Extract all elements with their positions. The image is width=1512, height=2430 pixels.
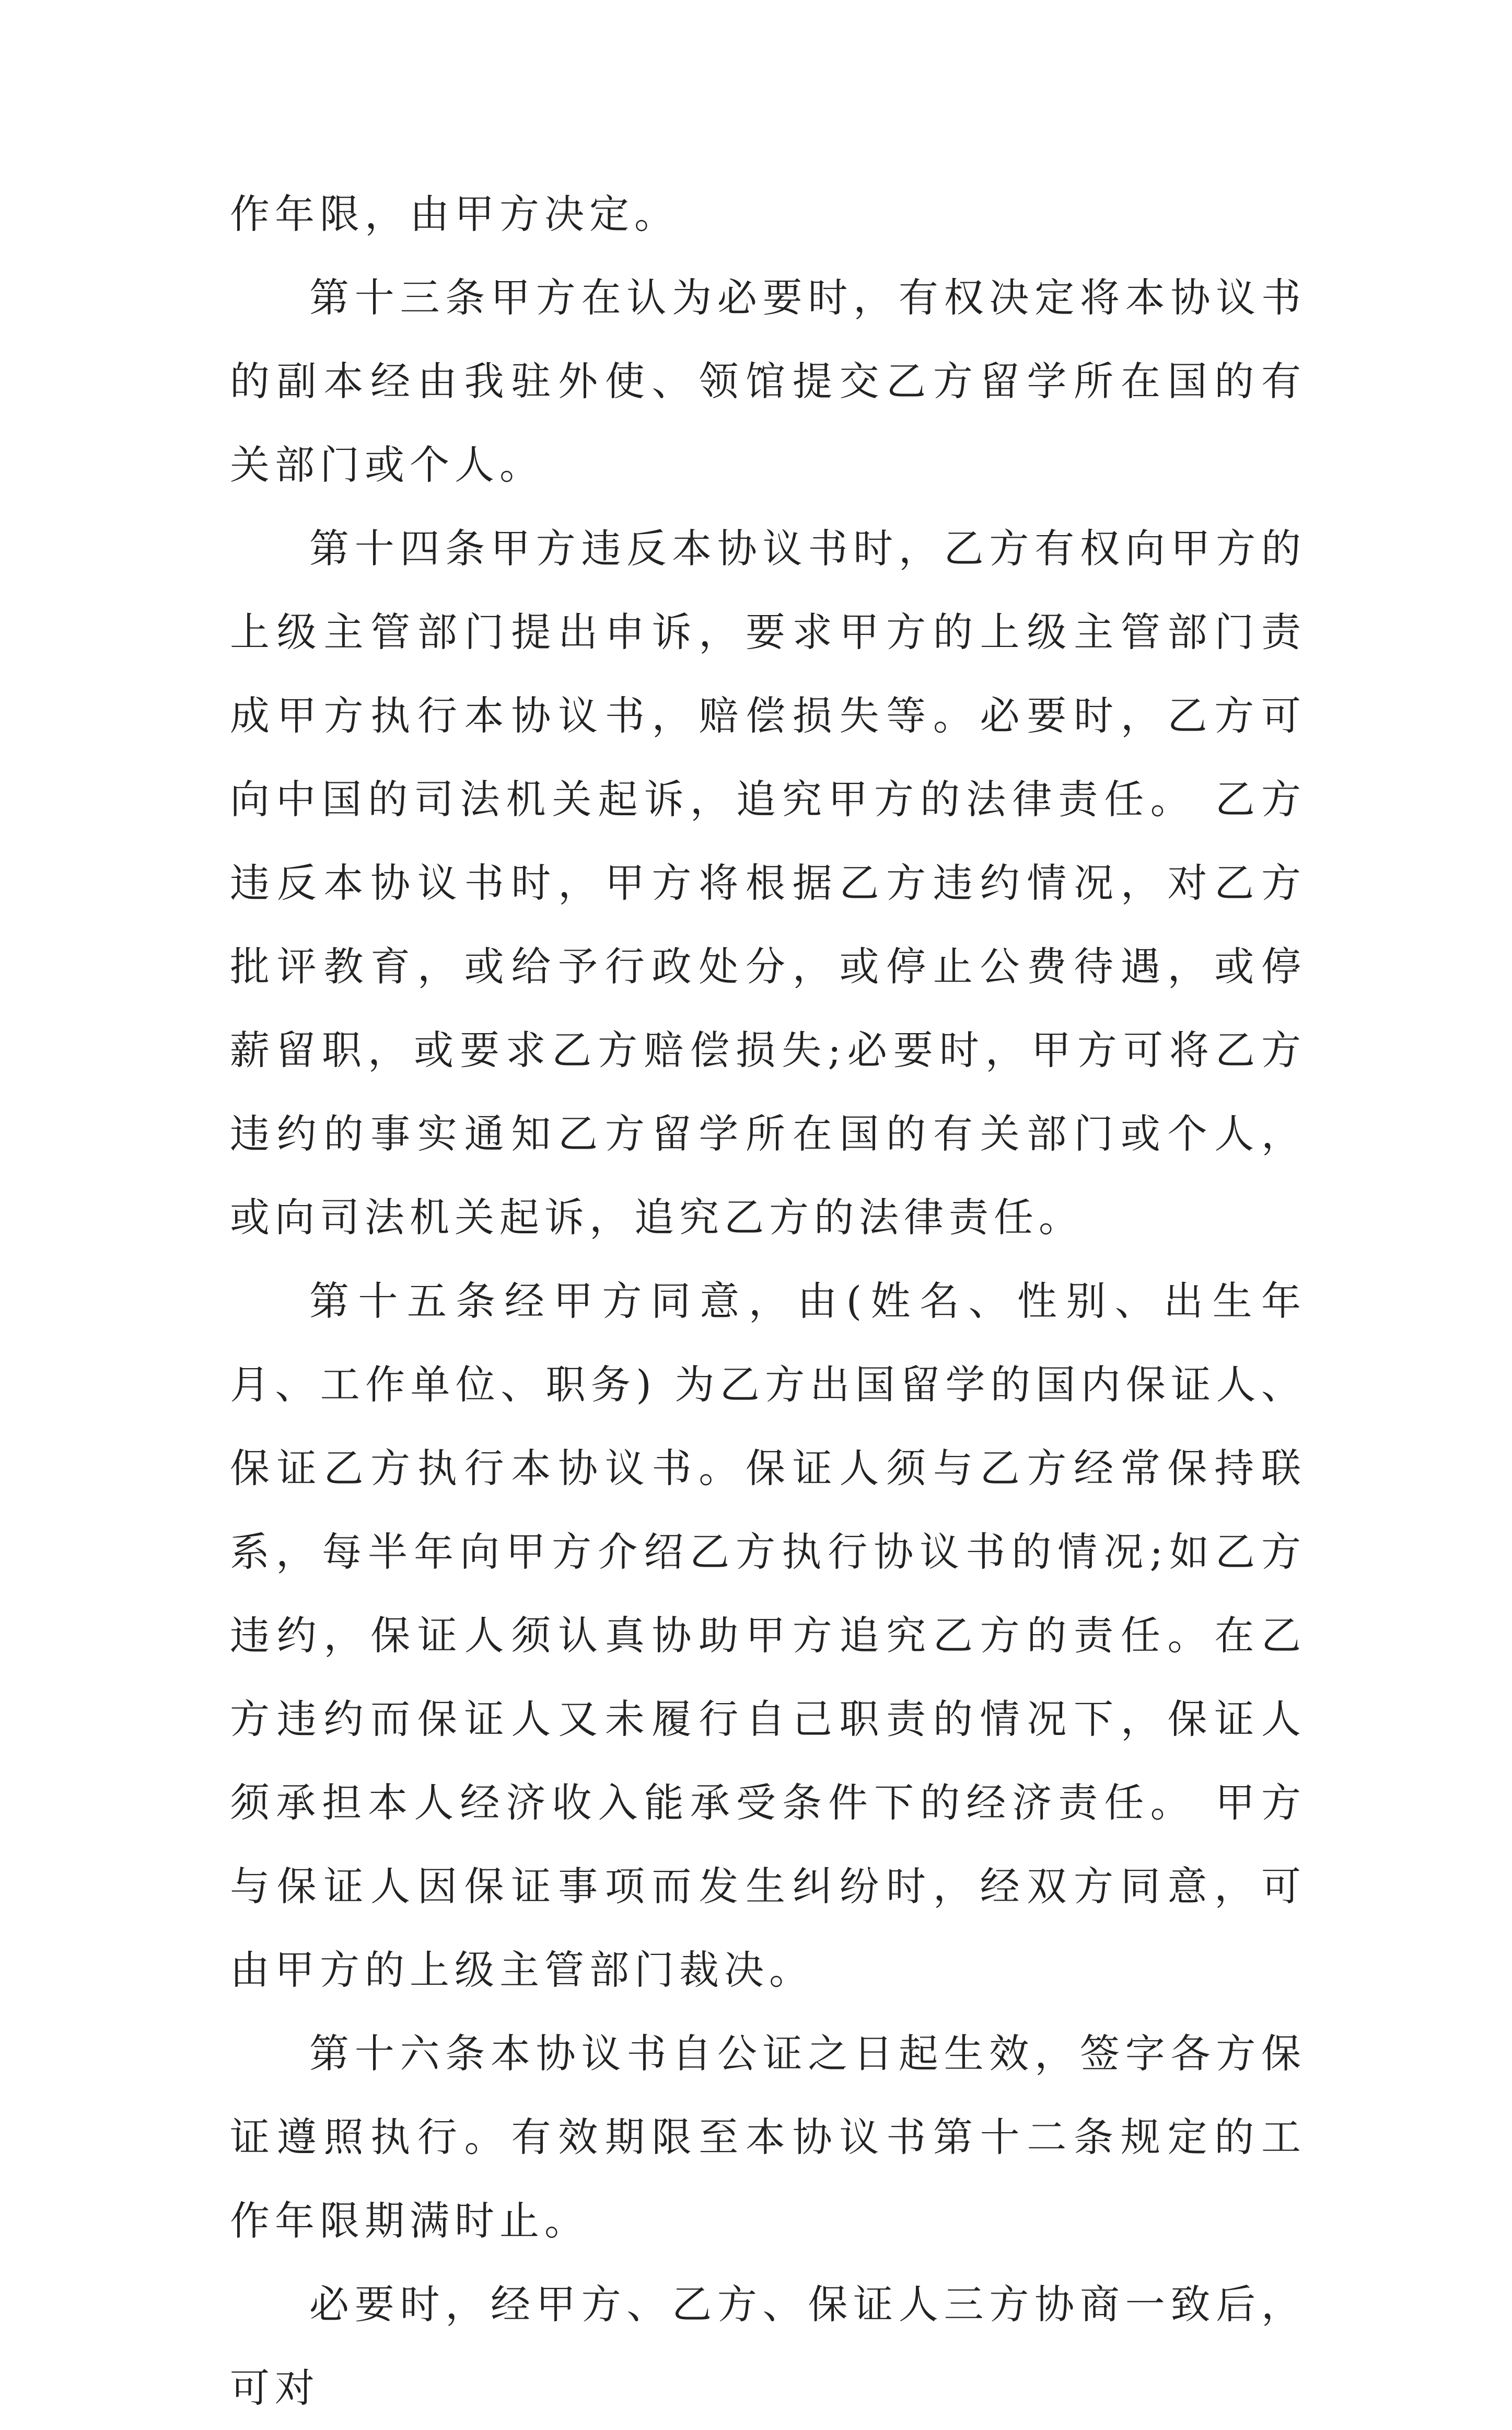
document-body [230,172,1306,2430]
paragraph-amendment: 必要时，经甲方、乙方、保证人三方协商一致后，可对 [230,2281,1306,2411]
paragraph-article-15: 第十五条经甲方同意，由(姓名、性别、出生年月、工作单位、职务) 为乙方出国留学的国内保证人、保证乙方执行本协议书。保证人须与乙方经常保持联系，每半年向甲方介绍乙方执行协议书的情况;如乙方违约，保证人须认真协助甲方追究乙方的责任。在乙方违约而保证人又未履行自己职责的情况下，保证人须承担本人经济收入能承受条件下的经济责任。 甲方与保证人因保证事项而发生纠纷时，经双方同意，可由甲方的上级主管部门裁决。 [230,1278,1306,1993]
paragraph-article-16: 第十六条本协议书自公证之日起生效，签字各方保证遵照执行。有效期限至本协议书第十二条规定的工作年限期满时止。 [230,2030,1306,2244]
paragraph-continuation: 作年限，由甲方决定。 [230,191,679,237]
paragraph-article-13: 第十三条甲方在认为必要时，有权决定将本协议书的副本经由我驻外使、领馆提交乙方留学所在国的有关部门或个人。 [230,274,1306,488]
paragraph-article-14: 第十四条甲方违反本协议书时，乙方有权向甲方的上级主管部门提出申诉，要求甲方的上级主管部门责成甲方执行本协议书，赔偿损失等。必要时，乙方可向中国的司法机关起诉，追究甲方的法律责任。 乙方违反本协议书时，甲方将根据乙方违约情况，对乙方批评教育，或给予行政处分，或停止公费待遇，或停薪留职，或要求乙方赔偿损失;必要时，甲方可将乙方违约的事实通知乙方留学所在国的有关部门或个人，或向司法机关起诉，追究乙方的法律责任。 [230,525,1306,1241]
